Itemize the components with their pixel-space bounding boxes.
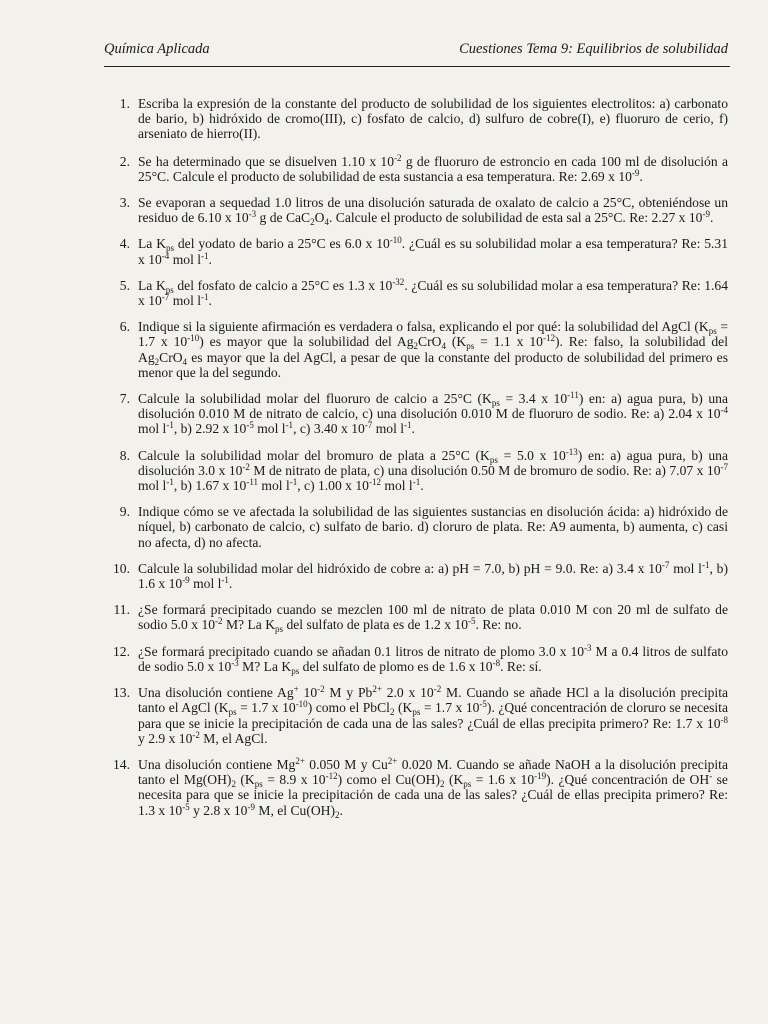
page-header [104, 41, 728, 58]
question-number: 3. [119, 195, 130, 211]
question-text: La $K_{ps}$ del fosfato de calcio a 25°C es 1.3 x $10^{-32}$. ¿Cuál es su solubilidad molar a esa temperatura? Re: 1.64 x $10^{-7}$ mol $l^{-1}$. [138, 276, 728, 309]
question-text: Se ha determinado que se disuelven 1.10 x $10^{-2}$ g de fluoruro de estroncio en cada 100 ml de disolución a 25°C. Calcule el producto de solubilidad de esta sustancia a esa temperatura. Re: 2.69 x $10^{-9}$. [138, 152, 728, 184]
header-topic: Cuestiones Tema 9: Equilibrios de solubilidad [459, 41, 728, 57]
question-text: Se evaporan a sequedad 1.0 litros de una disolución saturada de oxalato de calcio a 25°C, obteniéndose un residuo de 6.10 x $10^{-3}$ g de $CaC_2O_4$. Calcule el producto de solubilidad de esta sal a 25°C. Re: 2.27 x $10^{-9}$. [138, 195, 728, 228]
header-rule [104, 66, 730, 67]
question-text: Indique cómo se ve afectada la solubilidad de las siguientes sustancias en disolución ácida: a) hidróxido de níquel, b) carbonato de calcio, c) sulfato de bario. d) cloruro de plata. Re: A9 aumenta, b) aumenta, c) casi no afecta, d) no afecta. [138, 504, 728, 550]
question-number: 5. [119, 277, 130, 293]
question-text: Una disolución contiene $Mg^{2+}$ 0.050 M y $Cu^{2+}$ 0.020 M. Cuando se añade NaOH a la disolución precipita tanto el $Mg(OH)_2$ ($K_{ps} = 8.9$ x $10^{-12}$) como el $Cu(OH)_2$ ($K_{ps} = 1.6$ x $10^{-19}$). ¿Qué concentración de OH- se necesita para que se inicie la precipitación de cada una de las sales? ¿Cuál de ellas precipita primero? Re: 1.3 x $10^{-5}$ y 2.8 x $10^{-9}$ M, el $Cu(OH)_2$. [138, 755, 728, 820]
question-text: Calcule la solubilidad molar del bromuro de plata a 25°C ($K_{ps} = 5.0$ x $10^{-13}$) en: a) agua pura, b) una disolución 3.0 x $10^{-2}$ M de nitrato de plata, c) una disolución 0.50 M de bromuro de sodio. Re: a) 7.07 x $10^{-7}$ mol $l^{-1}$, b) 1.67 x $10^{-11}$ mol $l^{-1}$, c) 1.00 x $10^{-12}$ mol $l^{-1}$. [138, 446, 728, 494]
question-text: Indique si la siguiente afirmación es verdadera o falsa, explicando el por qué: la solubilidad del AgCl ($K_{ps} = 1.7$ x $10^{-10}$) es mayor que la solubilidad del $Ag_2CrO_4$ ($K_{ps} = 1.1$ x $10^{-12}$). Re: falso, la solubilidad del $Ag_2CrO_4$ es mayor que la del AgCl, a pesar de que la constante del producto de solubilidad del primero es menor que la del segundo. [138, 319, 728, 380]
question-item [100, 448, 728, 494]
question-item [100, 685, 728, 746]
question-item [100, 561, 728, 591]
question-item [100, 195, 728, 228]
question-number: 11. [113, 602, 130, 618]
question-number: 14. [113, 756, 130, 772]
question-number: 8. [119, 447, 130, 463]
question-number: 4. [119, 236, 130, 252]
header-course: Química Aplicada [104, 41, 210, 57]
question-number: 12. [113, 643, 130, 659]
question-number: 9. [119, 504, 130, 520]
question-number: 1. [119, 96, 130, 111]
question-number: 13. [113, 685, 130, 701]
question-text: ¿Se formará precipitado cuando se mezclen 100 ml de nitrato de plata 0.010 M con 20 ml de sulfato de sodio 5.0 x $10^{-2}$ M? La $K_{ps}$ del sulfato de plata es de 1.2 x $10^{-5}$. Re: no. [138, 602, 728, 635]
question-item [100, 278, 728, 308]
question-item [100, 757, 728, 818]
question-text: Calcule la solubilidad molar del hidróxido de cobre a: a) pH = 7.0, b) pH = 9.0. Re: a) 3.4 x $10^{-7}$ mol $l^{-1}$, b) 1.6 x $10^{-9}$ mol $l^{-1}$. [138, 559, 728, 592]
question-item [100, 154, 728, 184]
question-text: Escriba la expresión de la constante del producto de solubilidad de los siguientes electrolitos: a) carbonato de bario, b) hidróxido de cromo(III), c) fosfato de calcio, d) sulfuro de cobre(I), e) fluoruro de cerio, f) arseniato de hierro(II). [138, 96, 728, 142]
question-item [100, 644, 728, 674]
question-list [100, 96, 728, 818]
question-item [100, 96, 728, 142]
question-number: 7. [119, 391, 130, 407]
question-number: 2. [119, 153, 130, 169]
question-item [100, 236, 728, 266]
question-text: Calcule la solubilidad molar del fluoruro de calcio a 25°C ($K_{ps} = 3.4$ x $10^{-11}$) en: a) agua pura, b) una disolución 0.010 M de nitrato de calcio, c) una disolución 0.010 M de fluoruro de sodio. Re: a) 2.04 x $10^{-4}$ mol $l^{-1}$, b) 2.92 x $10^{-5}$ mol $l^{-1}$, c) 3.40 x $10^{-7}$ mol $l^{-1}$. [138, 390, 728, 437]
question-text: Una disolución contiene Ag+ $10^{-2}$ M y $Pb^{2+}$ 2.0 x $10^{-2}$ M. Cuando se añade HCl a la disolución precipita tanto el AgCl ($K_{ps} = 1.7$ x $10^{-10}$) como el PbCl$_2$ ($K_{ps} = 1.7$ x $10^{-5}$). ¿Qué concentración de cloruro se necesita para que se inicie la precipitación de cada una de las sales? ¿Cuál de ellas precipita primero? Re: 1.7 x $10^{-8}$ y 2.9 x $10^{-2}$ M, el AgCl. [138, 684, 729, 746]
question-item [100, 391, 728, 437]
question-text: La $K_{ps}$ del yodato de bario a 25°C es 6.0 x $10^{-10}$. ¿Cuál es su solubilidad molar a esa temperatura? Re: 5.31 x $10^{-4}$ mol $l^{-1}$. [138, 235, 728, 267]
question-number: 6. [119, 319, 130, 335]
question-item [100, 319, 728, 380]
question-text: ¿Se formará precipitado cuando se añadan 0.1 litros de nitrato de plomo 3.0 x $10^{-3}$ M a 0.4 litros de sulfato de sodio 5.0 x $10^{-3}$ M? La $K_{ps}$ del sulfato de plomo es de 1.6 x $10^{-8}$. Re: sí. [138, 642, 728, 676]
question-number: 10. [113, 560, 130, 576]
question-item [100, 504, 728, 550]
question-item [100, 602, 728, 635]
